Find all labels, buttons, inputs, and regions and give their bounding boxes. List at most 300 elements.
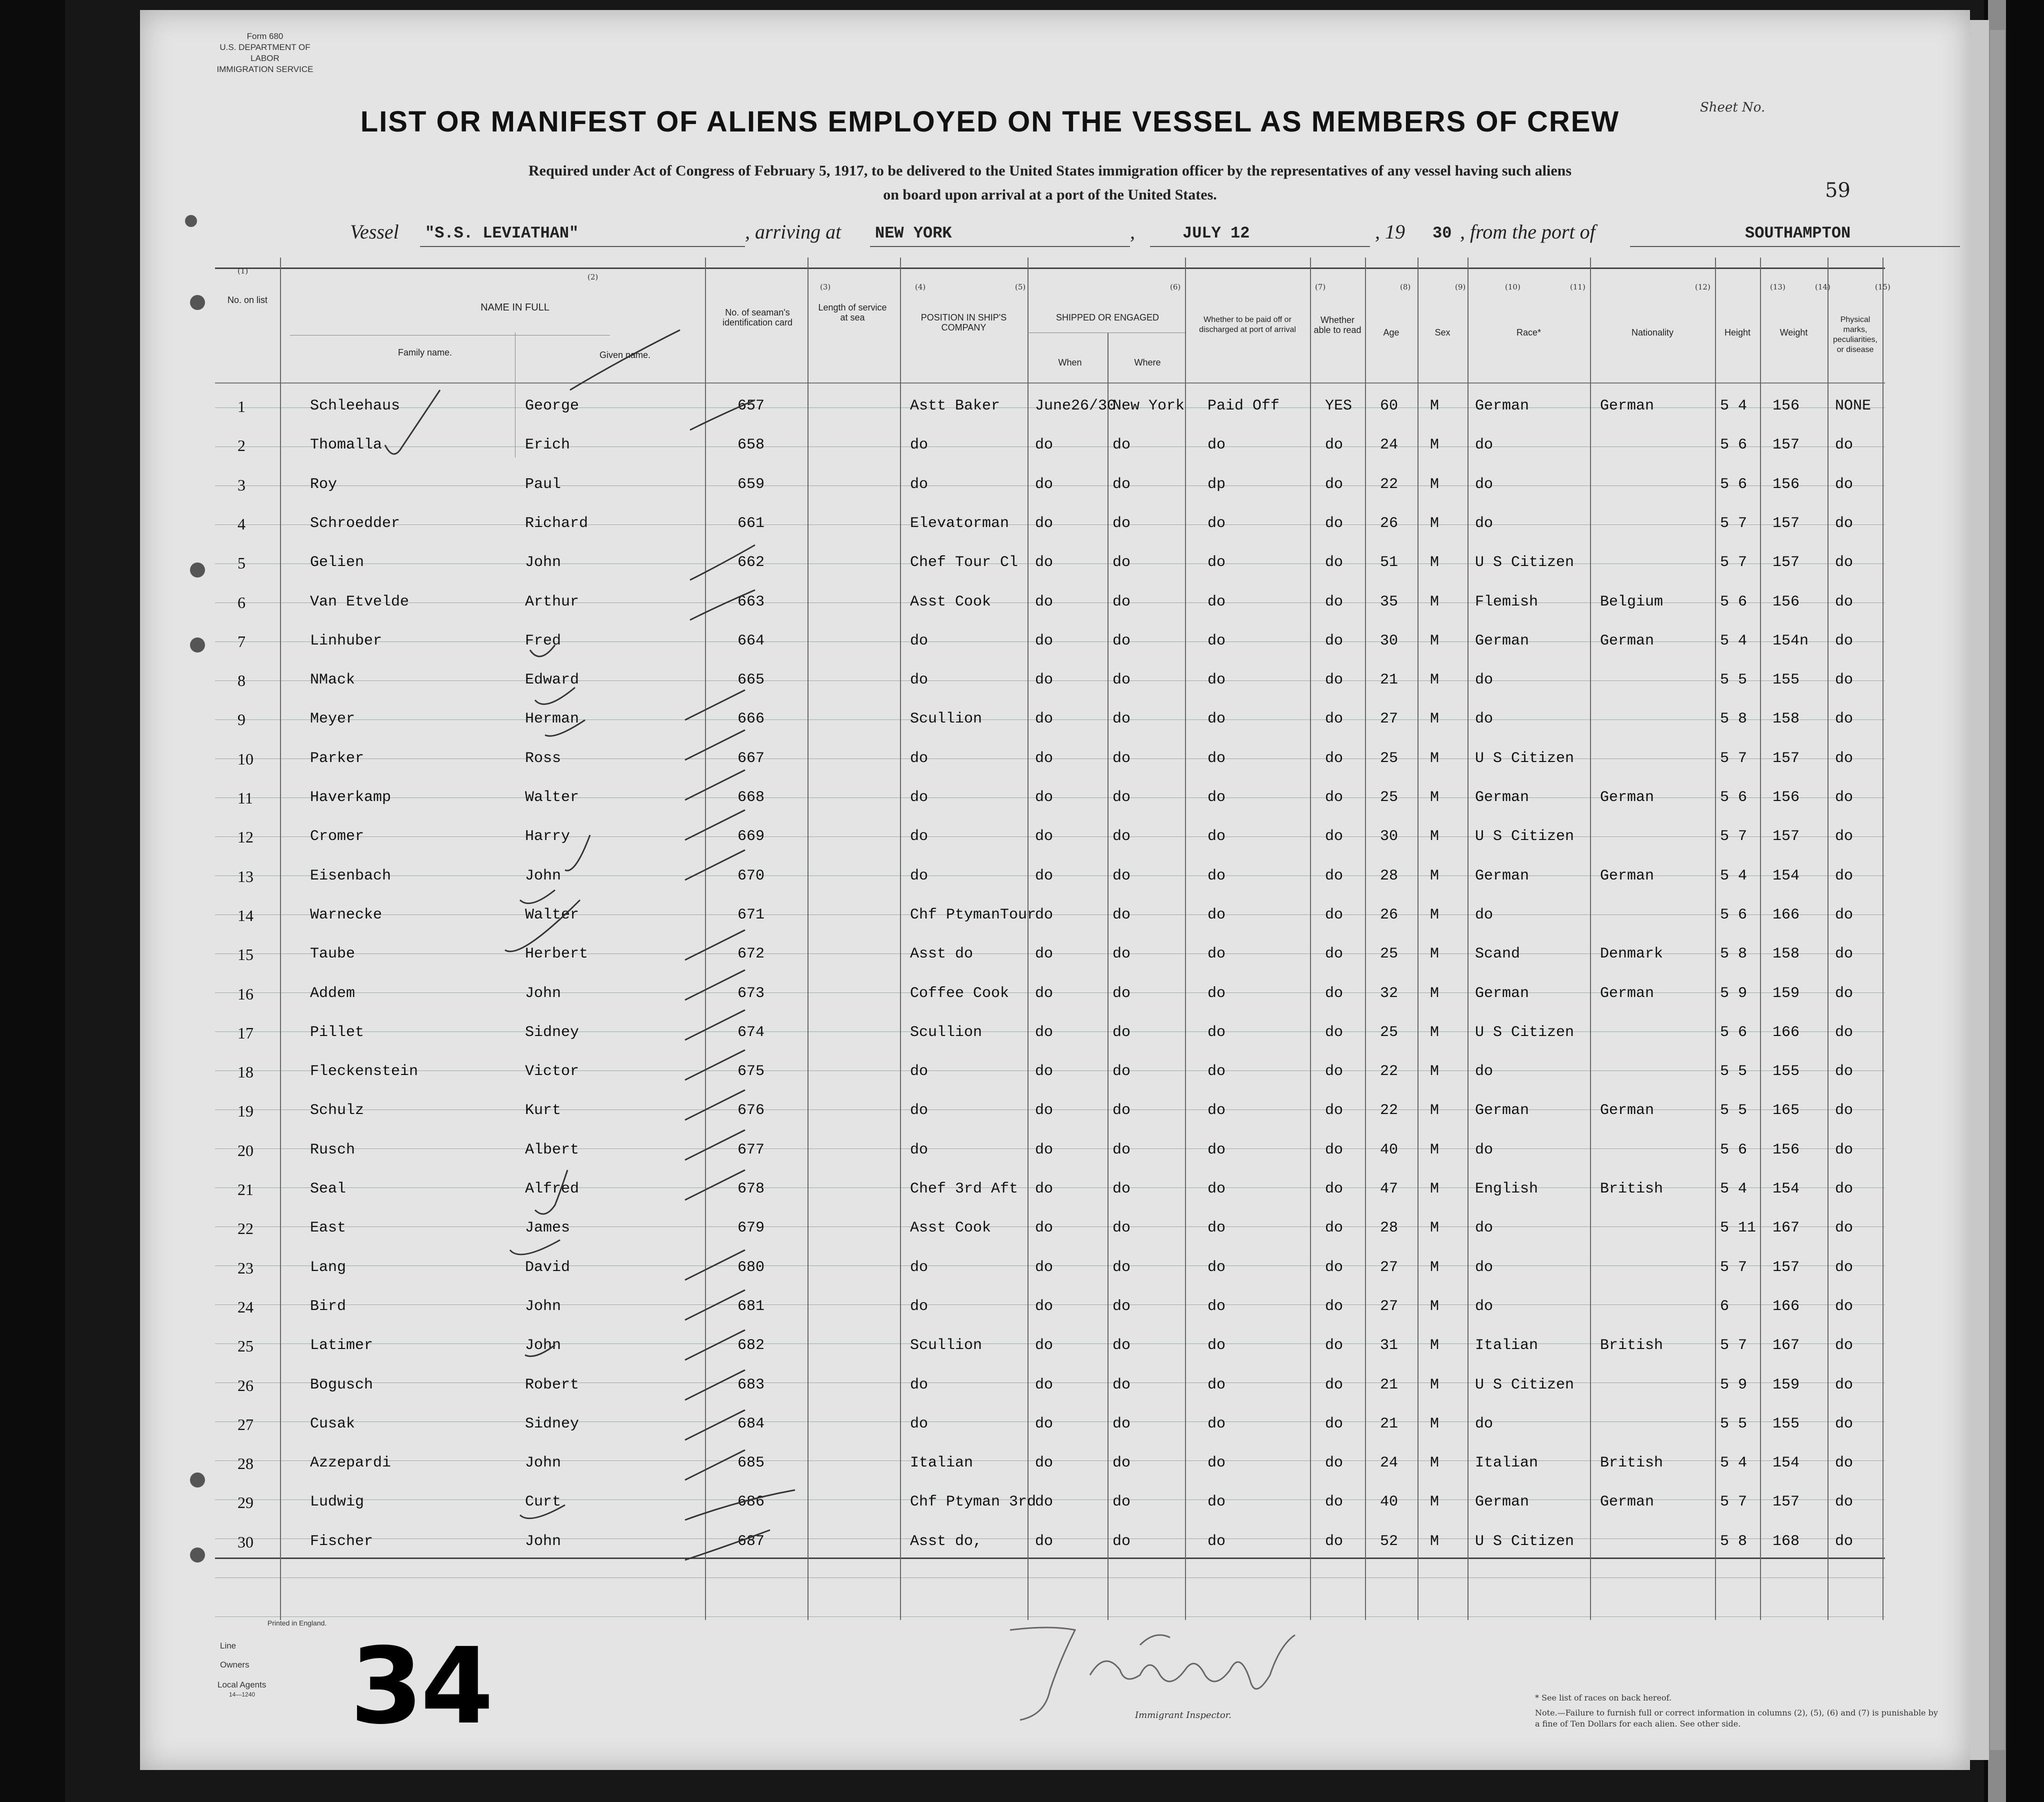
cell-race: do xyxy=(1475,1258,1494,1276)
cell-where: do xyxy=(1112,632,1131,650)
cell-age: 30 xyxy=(1380,828,1398,846)
local-agents-label: Local Agents xyxy=(218,1680,266,1690)
cell-family: Schulz xyxy=(310,1102,364,1120)
table-row xyxy=(215,1250,1885,1289)
cell-no: 6 xyxy=(238,593,246,612)
cell-family: Haverkamp xyxy=(310,789,392,806)
cell-race: do xyxy=(1475,1220,1494,1237)
cell-given: Curt xyxy=(525,1494,562,1511)
table-row xyxy=(215,1328,1885,1367)
col-physical-marks: Physical marks, peculiarities, or disease xyxy=(1833,316,1878,354)
cell-when: do xyxy=(1035,1258,1054,1276)
cell-paid: do xyxy=(1208,1454,1226,1472)
table-row xyxy=(215,1093,1885,1132)
cell-family: Gelien xyxy=(310,554,364,572)
cell-when: do xyxy=(1035,1337,1054,1354)
cell-age: 40 xyxy=(1380,1494,1398,1511)
cell-no: 24 xyxy=(238,1298,254,1316)
cell-sex: M xyxy=(1430,1494,1440,1511)
cell-when: do xyxy=(1035,1220,1054,1237)
stamped-number: 34 xyxy=(350,1625,492,1748)
cell-when: do xyxy=(1035,1415,1054,1432)
cell-read: do xyxy=(1325,1258,1344,1276)
cell-sex: M xyxy=(1430,1415,1440,1432)
cell-given: Ross xyxy=(525,750,562,767)
cell-weight: 159 xyxy=(1772,984,1800,1002)
cell-no: 25 xyxy=(238,1337,254,1356)
table-row xyxy=(215,388,1885,428)
cell-marks: do xyxy=(1835,1298,1854,1315)
cell-weight: 157 xyxy=(1772,750,1800,767)
cell-height: 5 7 xyxy=(1720,828,1748,846)
cell-race: do xyxy=(1475,906,1494,924)
cell-where: do xyxy=(1112,672,1131,689)
cell-when: do xyxy=(1035,514,1054,532)
cell-where: do xyxy=(1112,1376,1131,1394)
cell-given: Alfred xyxy=(525,1180,580,1198)
cell-card: 673 xyxy=(738,984,765,1002)
table-row xyxy=(215,858,1885,898)
cell-sex: M xyxy=(1430,946,1440,963)
cell-race: Flemish xyxy=(1475,593,1538,610)
table-row xyxy=(215,624,1885,662)
cell-sex: M xyxy=(1430,514,1440,532)
col-able-to-read: Whether able to read xyxy=(1314,315,1362,335)
table-row xyxy=(215,506,1885,545)
cell-when: do xyxy=(1035,436,1054,454)
cell-read: do xyxy=(1325,906,1344,924)
punch-hole xyxy=(190,1548,205,1562)
cell-given: James xyxy=(525,1220,570,1237)
cell-where: do xyxy=(1112,906,1131,924)
cell-nationality: German xyxy=(1600,1494,1654,1511)
cell-no: 3 xyxy=(238,476,246,494)
cell-card: 684 xyxy=(738,1415,765,1432)
cell-age: 40 xyxy=(1380,1141,1398,1158)
cell-height: 5 5 xyxy=(1720,672,1748,689)
races-note: * See list of races on back hereof. xyxy=(1535,1693,1672,1702)
cell-marks: do xyxy=(1835,593,1854,610)
col-num-3: (3) xyxy=(820,282,831,292)
cell-family: Warnecke xyxy=(310,906,382,924)
cell-weight: 166 xyxy=(1772,1024,1800,1041)
cell-height: 5 6 xyxy=(1720,436,1748,454)
cell-given: Walter xyxy=(525,789,580,806)
table-row xyxy=(215,1484,1885,1524)
cell-weight: 155 xyxy=(1772,672,1800,689)
col-paid-off: Whether to be paid off or discharged at port of arrival xyxy=(1199,316,1296,334)
col-age: Age xyxy=(1383,328,1400,338)
cell-height: 5 7 xyxy=(1720,1258,1748,1276)
cell-given: John xyxy=(525,867,562,884)
table-row xyxy=(215,545,1885,584)
cell-age: 28 xyxy=(1380,867,1398,884)
cell-family: Ludwig xyxy=(310,1494,364,1511)
cell-no: 2 xyxy=(238,436,246,455)
cell-family: Pillet xyxy=(310,1024,364,1041)
cell-marks: do xyxy=(1835,1141,1854,1158)
cell-race: do xyxy=(1475,1063,1494,1080)
punch-hole xyxy=(190,562,205,578)
cell-nationality: German xyxy=(1600,867,1654,884)
cell-paid: do xyxy=(1208,1415,1226,1432)
cell-where: do xyxy=(1112,1298,1131,1315)
cell-race: do xyxy=(1475,436,1494,454)
cell-position: do xyxy=(910,1063,928,1080)
page-stack-edge xyxy=(1968,20,1989,1760)
cell-race: do xyxy=(1475,514,1494,532)
cell-no: 13 xyxy=(238,867,254,886)
cell-paid: do xyxy=(1208,1063,1226,1080)
cell-when: do xyxy=(1035,672,1054,689)
form-code: 14—1240 xyxy=(229,1691,256,1698)
page-stack-edge-back xyxy=(1990,30,2005,1750)
cell-read: do xyxy=(1325,1180,1344,1198)
cell-weight: 166 xyxy=(1772,1298,1800,1315)
col-weight: Weight xyxy=(1780,328,1808,338)
cell-read: do xyxy=(1325,1337,1344,1354)
cell-marks: do xyxy=(1835,476,1854,493)
cell-where: do xyxy=(1112,1102,1131,1120)
cell-marks: do xyxy=(1835,1454,1854,1472)
cell-height: 5 8 xyxy=(1720,710,1748,728)
cell-paid: do xyxy=(1208,514,1226,532)
arriving-label: , arriving at xyxy=(745,220,842,243)
cell-race: German xyxy=(1475,1494,1530,1511)
table-row xyxy=(215,1289,1885,1328)
cell-family: Schroedder xyxy=(310,514,400,532)
cell-paid: do xyxy=(1208,984,1226,1002)
cell-given: Harry xyxy=(525,828,570,846)
cell-weight: 156 xyxy=(1772,593,1800,610)
cell-paid: do xyxy=(1208,1024,1226,1041)
cell-height: 5 8 xyxy=(1720,946,1748,963)
cell-marks: do xyxy=(1835,906,1854,924)
cell-age: 24 xyxy=(1380,436,1398,454)
cell-read: do xyxy=(1325,1024,1344,1041)
penalty-note: Note.—Failure to furnish full or correct information in columns (2), (5), (6) and (7) is punishable by a fine of Ten Dollars for each alien. See other side. xyxy=(1535,1708,1938,1728)
cell-height: 5 5 xyxy=(1720,1415,1748,1432)
inspector-label: Immigrant Inspector. xyxy=(1135,1710,1232,1720)
cell-where: do xyxy=(1112,828,1131,846)
cell-read: do xyxy=(1325,1494,1344,1511)
col-num-9: (9) xyxy=(1455,282,1466,292)
cell-no: 29 xyxy=(238,1494,254,1512)
cell-race: do xyxy=(1475,672,1494,689)
table-row xyxy=(215,467,1885,506)
cell-card: 681 xyxy=(738,1298,765,1315)
cell-position: do xyxy=(910,672,928,689)
vessel-info xyxy=(350,220,1950,255)
cell-card: 666 xyxy=(738,710,765,728)
col-id-card: No. of seaman's identification card xyxy=(722,308,793,328)
cell-race: U S Citizen xyxy=(1475,828,1574,846)
cell-paid: do xyxy=(1208,1141,1226,1158)
cell-position: Asst do, xyxy=(910,1532,982,1550)
col-num-13: (13) xyxy=(1770,282,1786,292)
cell-family: Addem xyxy=(310,984,356,1002)
cell-no: 19 xyxy=(238,1102,254,1120)
cell-given: David xyxy=(525,1258,570,1276)
cell-given: Robert xyxy=(525,1376,580,1394)
cell-family: Fischer xyxy=(310,1532,374,1550)
cell-marks: do xyxy=(1835,632,1854,650)
cell-no: 14 xyxy=(238,906,254,924)
cell-paid: do xyxy=(1208,1220,1226,1237)
cell-given: George xyxy=(525,398,580,414)
col-shipped-or-engaged: SHIPPED OR ENGAGED xyxy=(1056,312,1160,322)
col-num-2: (2) xyxy=(588,272,598,282)
cell-weight: 157 xyxy=(1772,554,1800,572)
cell-height: 5 6 xyxy=(1720,906,1748,924)
cell-when: do xyxy=(1035,828,1054,846)
cell-nationality: German xyxy=(1600,398,1654,414)
cell-when: do xyxy=(1035,1102,1054,1120)
cell-sex: M xyxy=(1430,398,1440,414)
cell-race: German xyxy=(1475,632,1530,650)
cell-position: Scullion xyxy=(910,1024,982,1041)
cell-where: do xyxy=(1112,1258,1131,1276)
cell-card: 658 xyxy=(738,436,765,454)
cell-no: 15 xyxy=(238,946,254,964)
cell-when: do xyxy=(1035,984,1054,1002)
cell-weight: 158 xyxy=(1772,710,1800,728)
cell-sex: M xyxy=(1430,632,1440,650)
col-when: When xyxy=(1058,358,1082,368)
cell-where: do xyxy=(1112,436,1131,454)
cell-height: 5 6 xyxy=(1720,789,1748,806)
cell-height: 5 5 xyxy=(1720,1102,1748,1120)
cell-no: 21 xyxy=(238,1180,254,1198)
cell-when: do xyxy=(1035,1532,1054,1550)
cell-position: Coffee Cook xyxy=(910,984,1010,1002)
col-num-11: (11) xyxy=(1570,282,1586,292)
manifest-page xyxy=(140,10,1970,1770)
cell-marks: do xyxy=(1835,1376,1854,1394)
cell-marks: do xyxy=(1835,710,1854,728)
cell-where: do xyxy=(1112,1141,1131,1158)
cell-read: do xyxy=(1325,593,1344,610)
cell-nationality: German xyxy=(1600,984,1654,1002)
comma: , xyxy=(1130,220,1135,243)
col-num-10: (10) xyxy=(1505,282,1520,292)
cell-read: do xyxy=(1325,554,1344,572)
cell-no: 12 xyxy=(238,828,254,846)
cell-sex: M xyxy=(1430,1258,1440,1276)
table-row xyxy=(215,1446,1885,1484)
cell-marks: do xyxy=(1835,1258,1854,1276)
cell-when: do xyxy=(1035,1180,1054,1198)
cell-paid: do xyxy=(1208,593,1226,610)
cell-given: John xyxy=(525,554,562,572)
cell-given: John xyxy=(525,1532,562,1550)
cell-height: 5 4 xyxy=(1720,1454,1748,1472)
cell-where: do xyxy=(1112,1494,1131,1511)
cell-where: do xyxy=(1112,1180,1131,1198)
table-row xyxy=(215,702,1885,740)
cell-family: Azzepardi xyxy=(310,1454,392,1472)
cell-sex: M xyxy=(1430,1180,1440,1198)
cell-paid: do xyxy=(1208,1494,1226,1511)
cell-where: do xyxy=(1112,946,1131,963)
cell-sex: M xyxy=(1430,1532,1440,1550)
cell-where: New York xyxy=(1112,398,1185,414)
cell-card: 664 xyxy=(738,632,765,650)
cell-when: do xyxy=(1035,476,1054,493)
cell-height: 5 11 xyxy=(1720,1220,1756,1237)
cell-no: 22 xyxy=(238,1220,254,1238)
cell-weight: 157 xyxy=(1772,514,1800,532)
cell-race: Italian xyxy=(1475,1337,1538,1354)
cell-weight: 156 xyxy=(1772,398,1800,414)
cell-marks: do xyxy=(1835,1532,1854,1550)
cell-height: 5 4 xyxy=(1720,398,1748,414)
cell-card: 670 xyxy=(738,867,765,884)
cell-card: 657 xyxy=(738,398,765,414)
cell-height: 5 4 xyxy=(1720,867,1748,884)
cell-read: do xyxy=(1325,946,1344,963)
col-no-on-list: No. on list xyxy=(227,295,268,305)
cell-given: John xyxy=(525,984,562,1002)
cell-position: Chef 3rd Aft xyxy=(910,1180,1018,1198)
cell-height: 5 7 xyxy=(1720,554,1748,572)
page-subtitle xyxy=(375,159,1725,207)
cell-position: do xyxy=(910,1141,928,1158)
cell-given: Albert xyxy=(525,1141,580,1158)
cell-where: do xyxy=(1112,514,1131,532)
cell-where: do xyxy=(1112,1454,1131,1472)
cell-paid: do xyxy=(1208,828,1226,846)
table-row xyxy=(215,662,1885,702)
cell-when: do xyxy=(1035,632,1054,650)
cell-age: 35 xyxy=(1380,593,1398,610)
cell-given: Erich xyxy=(525,436,570,454)
cell-paid: do xyxy=(1208,946,1226,963)
cell-sex: M xyxy=(1430,1220,1440,1237)
service: IMMIGRATION SERVICE xyxy=(216,64,314,74)
cell-card: 687 xyxy=(738,1532,765,1550)
cell-family: Meyer xyxy=(310,710,356,728)
cell-marks: do xyxy=(1835,750,1854,767)
table-row xyxy=(215,1524,1885,1563)
cell-card: 663 xyxy=(738,593,765,610)
cell-family: Roy xyxy=(310,476,338,493)
cell-weight: 167 xyxy=(1772,1337,1800,1354)
punch-hole xyxy=(190,295,205,310)
from-port: SOUTHAMPTON xyxy=(1745,224,1851,242)
cell-race: do xyxy=(1475,1298,1494,1315)
cell-given: Richard xyxy=(525,514,588,532)
cell-read: do xyxy=(1325,1220,1344,1237)
cell-position: Chef Tour Cl xyxy=(910,554,1018,572)
col-nationality: Nationality xyxy=(1631,328,1674,338)
printed-in-england: Printed in England. xyxy=(268,1619,327,1627)
cell-no: 7 xyxy=(238,632,246,650)
cell-read: do xyxy=(1325,476,1344,493)
cell-age: 21 xyxy=(1380,1376,1398,1394)
cell-paid: do xyxy=(1208,632,1226,650)
cell-race: German xyxy=(1475,1102,1530,1120)
cell-no: 30 xyxy=(238,1532,254,1551)
cell-nationality: German xyxy=(1600,632,1654,650)
cell-weight: 158 xyxy=(1772,946,1800,963)
cell-position: Chf Ptyman 3rd xyxy=(910,1494,1036,1511)
cell-sex: M xyxy=(1430,1376,1440,1394)
cell-age: 24 xyxy=(1380,1454,1398,1472)
col-length-of-service: Length of service at sea xyxy=(818,302,887,322)
cell-given: Fred xyxy=(525,632,562,650)
cell-marks: do xyxy=(1835,867,1854,884)
cell-race: do xyxy=(1475,710,1494,728)
col-sex: Sex xyxy=(1434,328,1450,338)
cell-paid: do xyxy=(1208,1337,1226,1354)
cell-no: 16 xyxy=(238,984,254,1003)
cell-given: Edward xyxy=(525,672,580,689)
cell-height: 5 8 xyxy=(1720,1532,1748,1550)
cell-read: do xyxy=(1325,828,1344,846)
cell-when: do xyxy=(1035,1494,1054,1511)
cell-read: do xyxy=(1325,1102,1344,1120)
cell-given: John xyxy=(525,1337,562,1354)
cell-marks: do xyxy=(1835,436,1854,454)
subtitle-line-2: on board upon arrival at a port of the United States. xyxy=(883,186,1217,203)
cell-read: do xyxy=(1325,1415,1344,1432)
cell-where: do xyxy=(1112,554,1131,572)
cell-card: 672 xyxy=(738,946,765,963)
cell-age: 22 xyxy=(1380,476,1398,493)
cell-position: Chf PtymanTour xyxy=(910,906,1036,924)
cell-position: do xyxy=(910,1415,928,1432)
cell-when: do xyxy=(1035,1298,1054,1315)
cell-where: do xyxy=(1112,984,1131,1002)
cell-family: Eisenbach xyxy=(310,867,392,884)
col-name-in-full: NAME IN FULL xyxy=(480,302,550,313)
cell-sex: M xyxy=(1430,436,1440,454)
cell-where: do xyxy=(1112,1024,1131,1041)
cell-position: do xyxy=(910,476,928,493)
cell-given: John xyxy=(525,1298,562,1315)
cell-race: German xyxy=(1475,789,1530,806)
cell-where: do xyxy=(1112,1220,1131,1237)
cell-nationality: Belgium xyxy=(1600,593,1664,610)
cell-when: do xyxy=(1035,750,1054,767)
cell-age: 32 xyxy=(1380,984,1398,1002)
cell-where: do xyxy=(1112,867,1131,884)
col-num-12: (12) xyxy=(1695,282,1710,292)
col-given-name: Given name. xyxy=(599,350,651,360)
cell-sex: M xyxy=(1430,672,1440,689)
cell-position: do xyxy=(910,1102,928,1120)
cell-sex: M xyxy=(1430,906,1440,924)
cell-age: 25 xyxy=(1380,789,1398,806)
cell-age: 30 xyxy=(1380,632,1398,650)
owners-label: Owners xyxy=(220,1660,250,1670)
cell-no: 18 xyxy=(238,1063,254,1082)
cell-card: 674 xyxy=(738,1024,765,1041)
cell-paid: do xyxy=(1208,1102,1226,1120)
cell-sex: M xyxy=(1430,1063,1440,1080)
cell-height: 5 4 xyxy=(1720,632,1748,650)
table-row xyxy=(215,428,1885,466)
cell-card: 685 xyxy=(738,1454,765,1472)
cell-race: U S Citizen xyxy=(1475,1532,1574,1550)
cell-when: do xyxy=(1035,710,1054,728)
cell-position: Scullion xyxy=(910,1337,982,1354)
cell-given: Arthur xyxy=(525,593,580,610)
cell-where: do xyxy=(1112,710,1131,728)
col-race: Race* xyxy=(1516,328,1542,338)
cell-no: 10 xyxy=(238,750,254,768)
